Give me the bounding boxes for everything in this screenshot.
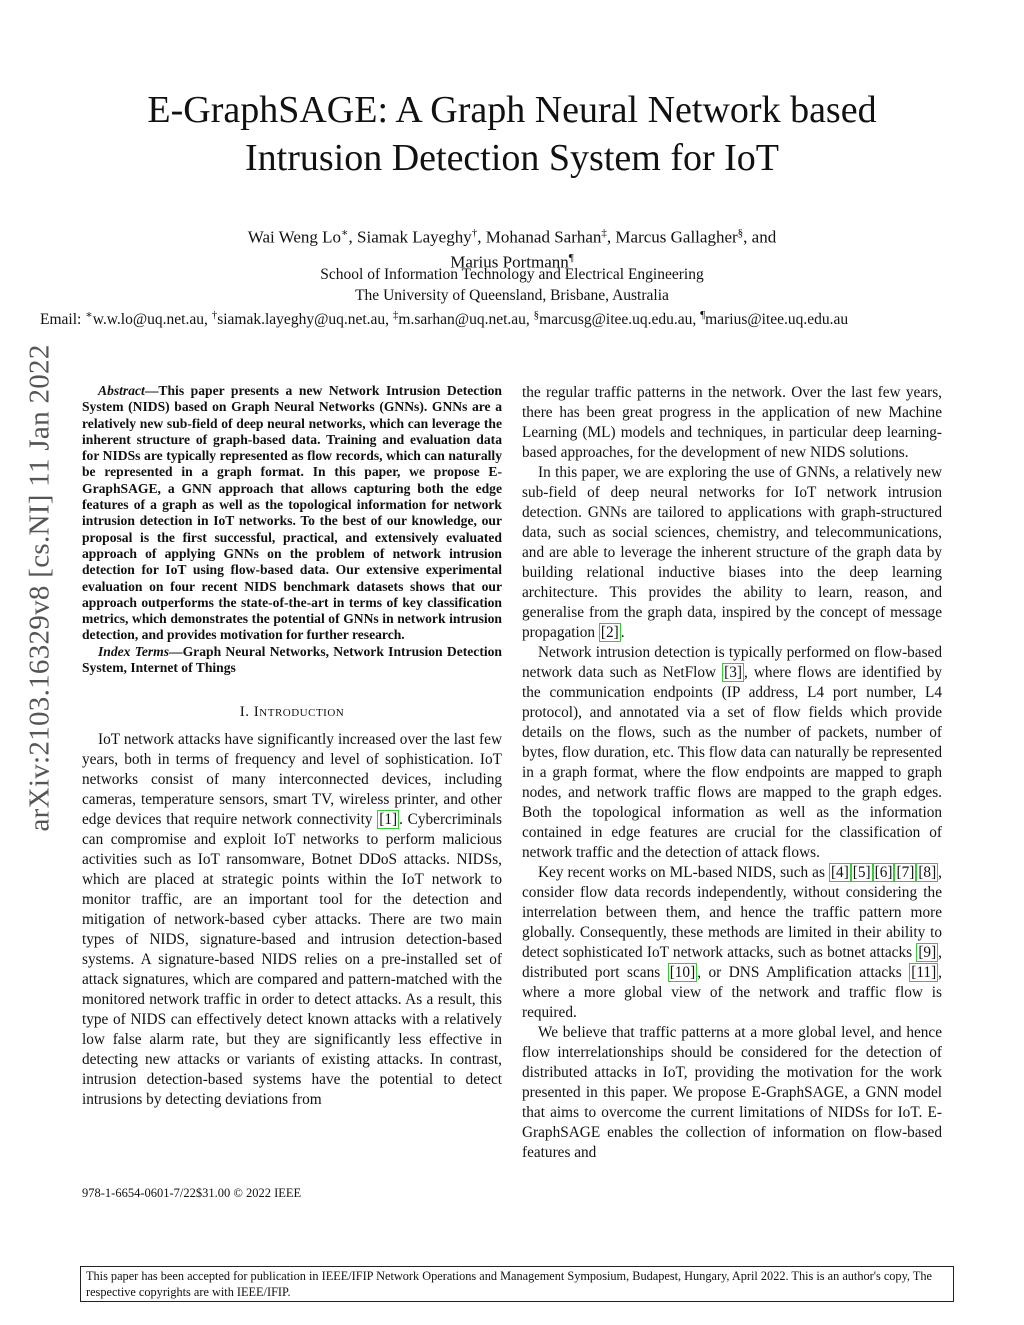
citation-link[interactable]: [9] [918,944,937,961]
arxiv-stamp: arXiv:2103.16329v8 [cs.NI] 11 Jan 2022 [23,344,56,832]
affiliation-university: The University of Queensland, Brisbane, Australia [355,287,669,304]
email-address[interactable]: marcusg@itee.uq.edu.au, [539,311,697,329]
citation-link[interactable]: [11] [911,964,937,981]
author-conjunction: and [751,227,777,247]
citation-link[interactable]: [3] [724,664,742,681]
paragraph-text: , or DNS Amplification attacks [697,964,910,981]
abstract-text: —This paper presents a new Network Intrusion Detection System (NIDS) based on Graph Neural Networks (GNNs). GNNs are a relatively new sub-field of deep neural networks, which can leverage the inherent structure of graph-based data. Training and evaluation data for NIDSs are typically represented as flow records, which can naturally be represented in a graph format. In this paper, we propose E-GraphSAGE, a GNN approach that allows capturing both the edge features of a graph as well as the topological information for network intrusion detection in IoT networks. To the best of our knowledge, our proposal is the first successful, practical, and extensively evaluated approach of applying GNNs on the problem of network intrusion detection for IoT using flow-based data. Our extensive experimental evaluation on four recent NIDS benchmark datasets shows that our approach outperforms the state-of-the-art in terms of key classification metrics, which demonstrates the potential of GNNs in network intrusion detection, and provides motivation for further research. [82,383,502,643]
citation-link[interactable]: [6] [874,864,893,881]
email-address[interactable]: w.w.lo@uq.net.au, [92,311,208,329]
author-name: Mohanad Sarhan [485,227,602,247]
body-paragraph: We believe that traffic patterns at a more global level, and hence flow interrelationships should be considered for the detection of distributed attacks in IoT, providing the motivation for the work presented in this paper. We propose E-GraphSAGE, a GNN model that aims to overcome the current limitations of NIDSs for IoT. E-GraphSAGE enables the collection of information on flow-based features and [522,1024,942,1161]
left-column [82,383,502,1110]
paragraph-text: IoT network attacks have significantly increased over the last few years, both in terms of frequency and level of sophistication. IoT networks consist of many interconnected devices, including cameras, temperature sensors, smart TV, wireless printer, and other edge devices that require network connectivity [82,731,502,829]
paper-title [0,86,1024,182]
author-name: Siamak Layeghy [357,227,472,247]
body-paragraph [522,863,942,1023]
author-mark: ∗ [85,309,93,321]
email-line [40,308,1024,329]
paragraph-text: . Cybercriminals can compromise and exploit IoT networks to perform malicious activities such as IoT ransomware, Botnet DDoS attacks. NIDSs, which are placed at strategic points within the IoT network to monitor traffic, are an important tool for the detection and mitigation of network-based cyber attacks. There are two main types of NIDS, signature-based and intrusion detection-based systems. A signature-based NIDS relies on a pre-installed set of attack signatures, which are compared and pattern-matched with the monitored network traffic in order to detect attacks. As a result, this type of NIDS can effectively detect known attacks with a relatively low false alarm rate, but they are significantly less effective in detecting new attacks or variants of existing attacks. In contrast, intrusion detection-based systems have the potential to detect intrusions by detecting deviations from [82,811,502,1109]
author-list: Wai Weng Lo∗, Siamak Layeghy†, Mohanad Sarhan‡, Marcus Gallagher§, and Marius Portmann¶ [247,227,777,272]
section-heading [82,702,502,722]
email-address[interactable]: siamak.layeghy@uq.net.au, [217,311,390,329]
body-paragraph [522,463,942,643]
author-mark: † [211,309,218,321]
citation-link[interactable]: [8] [918,864,937,881]
email-address[interactable]: marius@itee.uq.edu.au [705,311,849,329]
index-terms-text: —Graph Neural Networks, Network Intrusion Detection System, Internet of Things [82,643,502,676]
paragraph-text: Network intrusion detection is typically performed on flow-based network data such as NetFlow [522,644,942,681]
citation-link[interactable]: [1] [379,811,398,829]
author-mark: ∗ [341,227,349,239]
publication-note-box: This paper has been accepted for publication in IEEE/IFIP Network Operations and Management Symposium, Budapest, Hungary, April 2022. This is an author's copy, The respective copyrights are with IEEE/IFIP. [80,1266,954,1302]
paragraph-text: . [620,624,625,641]
title-line-2: Intrusion Detection System for IoT [244,137,779,179]
intro-paragraph [82,730,502,1110]
author-name: Wai Weng Lo [247,227,342,247]
abstract-label: Abstract [98,383,145,398]
body-paragraph: the regular traffic patterns in the network. Over the last few years, there has been great progress in the application of new Machine Learning (ML) models and techniques, in particular deep learning-based approaches, for the development of new NIDS solutions. [522,384,942,461]
citation-link[interactable]: [7] [896,864,915,881]
paragraph-text: , where a more global view of the network and traffic flow is required. [522,964,942,1021]
paragraph-text: , where flows are identified by the communication endpoints (IP address, L4 port number, L4 protocol), and annotated via a set of flow fields which provide details on the flows, such as the number of packets, number of bytes, flow duration, etc. This flow data can naturally be represented in a graph format, where the flow endpoints are mapped to graph nodes, and network traffic flows are mapped to the graph edges. Both the topological information as well as the information contained in edge features are crucial for the classification of network traffic and the detection of attack flows. [522,664,942,861]
body-paragraph [522,643,942,863]
author-mark: ‡ [392,309,399,321]
section-title: Introduction [253,704,345,721]
citation-link[interactable]: [2] [600,624,619,641]
index-terms [82,644,502,677]
paragraph-text: In this paper, we are exploring the use of GNNs, a relatively new sub-field of deep neural networks for IoT network intrusion detection. GNNs are tailored to applications with graph-structured data, such as social sciences, chemistry, and telecommunications, and are able to leverage the inherent structure of the graph data by building relational inductive biases into the deep learning architecture. This provides the ability to learn, reason, and generalise from the graph data, inspired by the concept of message propagation [522,464,942,641]
paragraph-text: , consider flow data records independently, without considering the interrelation between them, and hence the traffic pattern more globally. Consequently, these methods are limited in their ability to detect sophisticated IoT network attacks, such as botnet attacks [522,864,942,961]
author-mark: † [471,227,478,239]
citation-link[interactable]: [5] [852,864,871,881]
author-name: Marius Portmann [450,252,569,272]
email-label: Email: [40,311,82,329]
copyright-notice: 978-1-6654-0601-7/22$31.00 © 2022 IEEE [82,1186,302,1200]
author-mark: § [737,227,744,239]
author-mark: ¶ [700,309,706,321]
citation-link[interactable]: [4] [830,864,849,881]
author-mark: ¶ [568,251,574,264]
author-mark: ‡ [601,227,607,239]
author-name: Marcus Gallagher [615,227,738,247]
abstract [82,383,502,644]
author-mark: § [533,309,540,321]
paragraph-text: , distributed port scans [522,944,942,981]
affiliation-school: School of Information Technology and Electrical Engineering [320,266,704,283]
paragraph-text: Key recent works on ML-based NIDS, such as [538,864,829,881]
citation-link[interactable]: [10] [669,964,696,981]
index-terms-label: Index Terms [98,643,170,659]
title-line-1: E-GraphSAGE: A Graph Neural Network based [147,89,877,131]
email-address[interactable]: m.sarhan@uq.net.au, [398,311,530,329]
section-number: I. [239,704,250,721]
right-column [522,383,942,1163]
